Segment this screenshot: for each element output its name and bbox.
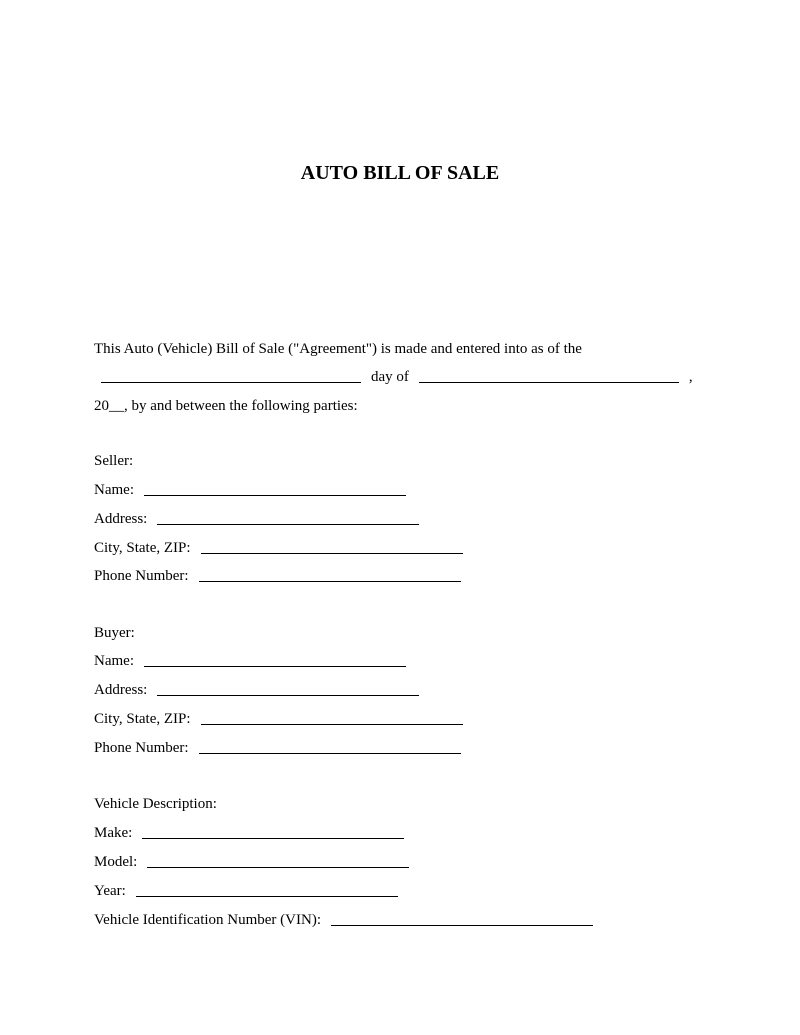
seller-city-field[interactable] [201, 553, 463, 554]
seller-city-label: City, State, ZIP: [94, 540, 191, 556]
month-blank[interactable] [419, 382, 679, 383]
buyer-phone-row [94, 739, 461, 757]
vehicle-model-row [94, 853, 409, 871]
buyer-address-label: Address: [94, 682, 148, 698]
buyer-address-row [94, 681, 419, 699]
buyer-name-row [94, 652, 406, 670]
seller-phone-field[interactable] [199, 581, 461, 582]
document-title: AUTO BILL OF SALE [300, 162, 500, 184]
buyer-name-field[interactable] [144, 666, 406, 667]
seller-phone-label: Phone Number: [94, 568, 189, 584]
buyer-name-label: Name: [94, 653, 134, 669]
buyer-heading: Buyer: [94, 625, 135, 641]
vehicle-model-field[interactable] [147, 867, 409, 868]
buyer-phone-label: Phone Number: [94, 740, 189, 756]
vehicle-year-field[interactable] [136, 896, 398, 897]
vehicle-year-row [94, 882, 398, 900]
vehicle-vin-field[interactable] [331, 925, 593, 926]
intro-line-1: This Auto (Vehicle) Bill of Sale ("Agreement") is made and entered into as of the [94, 341, 582, 357]
comma-text: , [688, 369, 693, 385]
day-blank[interactable] [101, 382, 361, 383]
buyer-city-label: City, State, ZIP: [94, 711, 191, 727]
vehicle-year-label: Year: [94, 883, 126, 899]
seller-phone-row [94, 567, 461, 585]
seller-address-row [94, 510, 419, 528]
seller-address-label: Address: [94, 511, 148, 527]
buyer-city-row [94, 710, 463, 728]
intro-date-row [101, 368, 693, 386]
seller-name-field[interactable] [144, 495, 406, 496]
vehicle-make-label: Make: [94, 825, 133, 841]
seller-heading: Seller: [94, 453, 134, 469]
day-of-text: day of [371, 369, 409, 385]
buyer-phone-field[interactable] [199, 753, 461, 754]
buyer-city-field[interactable] [201, 724, 463, 725]
vehicle-vin-row [94, 911, 593, 929]
vehicle-model-label: Model: [94, 854, 138, 870]
vehicle-heading: Vehicle Description: [94, 796, 217, 812]
vehicle-vin-label: Vehicle Identification Number (VIN): [94, 912, 321, 928]
seller-address-field[interactable] [157, 524, 419, 525]
seller-name-row [94, 481, 406, 499]
seller-city-row [94, 539, 463, 557]
buyer-address-field[interactable] [157, 695, 419, 696]
vehicle-make-row [94, 824, 404, 842]
seller-name-label: Name: [94, 482, 134, 498]
vehicle-make-field[interactable] [142, 838, 404, 839]
intro-line-3: 20__, by and between the following parties: [94, 398, 358, 414]
